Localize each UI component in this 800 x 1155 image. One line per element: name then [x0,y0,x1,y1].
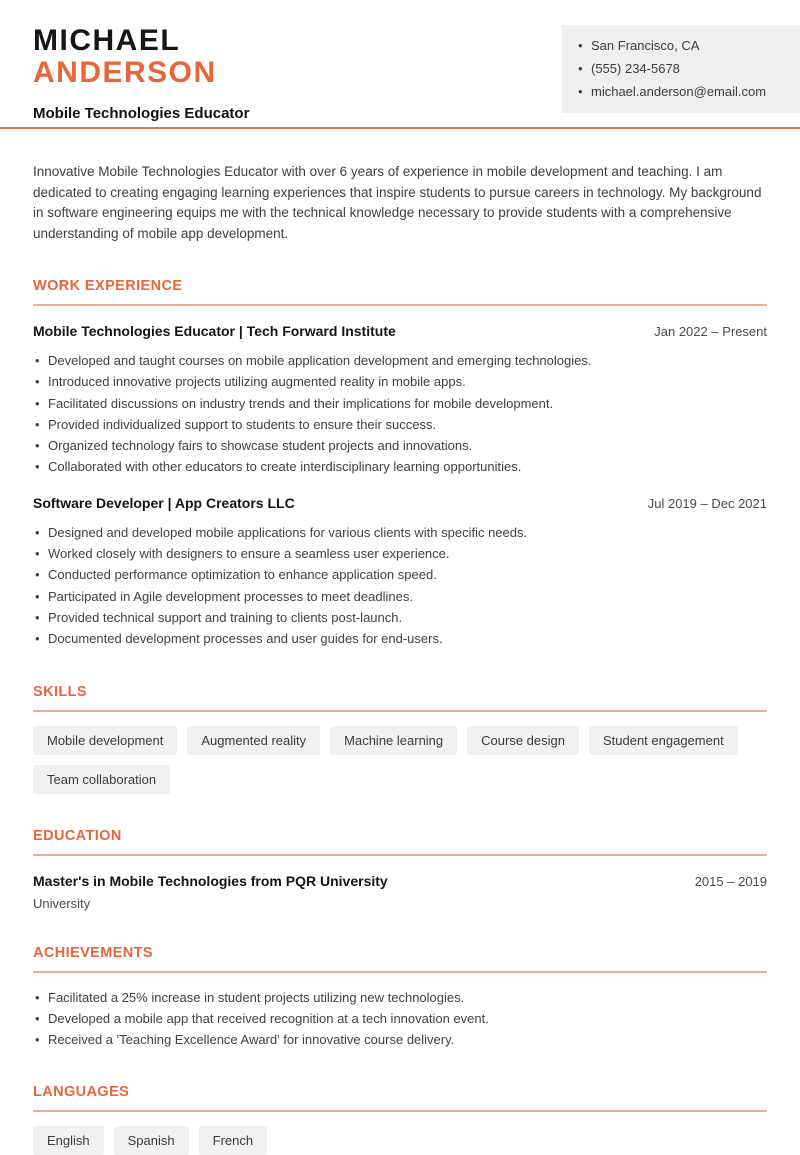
languages-heading: LANGUAGES [33,1084,130,1101]
section-skills [33,684,767,794]
achievements-heading: ACHIEVEMENTS [33,944,154,961]
skill-tag: Machine learning [330,726,457,755]
section-rule [33,971,767,973]
contact-location: • San Francisco, CA [578,38,792,53]
skills-heading: SKILLS [33,683,87,700]
education-date: 2015 – 2019 [694,873,767,889]
resume-body [0,162,800,1155]
achievement-bullet: • Received a 'Teaching Excellence Award' for innovative course delivery. [33,1029,767,1050]
education-header [33,873,767,889]
section-languages [33,1084,767,1155]
achievement-bullet: • Developed a mobile app that received recognition at a tech innovation event. [33,1008,767,1029]
job-bullet: • Participated in Agile development processes to meet deadlines. [33,586,767,607]
section-rule [33,710,767,712]
section-rule [33,304,767,306]
job-bullet: • Provided individualized support to students to ensure their success. [33,414,767,435]
job-entry [33,323,767,478]
language-tag: Spanish [114,1126,189,1155]
contact-email: • michael.anderson@email.com [578,84,792,99]
section-rule [33,1110,767,1112]
education-heading: EDUCATION [33,827,122,844]
section-achievements [33,945,767,1051]
job-bullet: • Developed and taught courses on mobile application development and emerging technologies. [33,350,767,371]
header-divider [0,127,800,129]
skill-tag: Augmented reality [187,726,320,755]
education-degree: Master's in Mobile Technologies from PQR University [33,872,388,889]
job-entry [33,495,767,650]
candidate-role: Mobile Technologies Educator [33,105,250,122]
language-tag: French [199,1126,267,1155]
section-work-experience [33,278,767,650]
language-tag: English [33,1126,104,1155]
skill-tag-list [33,726,767,794]
job-bullet: • Collaborated with other educators to create interdisciplinary learning opportunities. [33,456,767,477]
job-header [33,323,767,339]
education-entry [33,873,767,911]
work-experience-heading: WORK EXPERIENCE [33,278,183,294]
job-bullet-list [33,350,767,478]
job-bullet: • Designed and developed mobile applications for various clients with specific needs. [33,522,767,543]
achievement-bullet: • Facilitated a 25% increase in student projects utilizing new technologies. [33,987,767,1008]
achievement-list [33,987,767,1051]
resume-header [0,0,800,127]
last-name: ANDERSON [33,56,217,89]
job-title: Software Developer | App Creators LLC [33,494,295,511]
job-bullet: • Introduced innovative projects utilizing augmented reality in mobile apps. [33,371,767,392]
first-name: MICHAEL [33,24,181,57]
job-bullet-list [33,522,767,650]
job-bullet: • Worked closely with designers to ensure a seamless user experience. [33,543,767,564]
job-date: Jul 2019 – Dec 2021 [647,495,767,511]
contact-phone: • (555) 234-5678 [578,61,792,76]
skill-tag: Course design [467,726,579,755]
job-bullet: • Organized technology fairs to showcase student projects and innovations. [33,435,767,456]
job-title: Mobile Technologies Educator | Tech Forward Institute [33,323,396,339]
job-header [33,495,767,511]
job-bullet: • Conducted performance optimization to enhance application speed. [33,564,767,585]
contact-box [562,25,800,113]
skill-tag: Team collaboration [33,765,170,794]
education-institution-type: University [33,895,91,911]
job-bullet: • Documented development processes and user guides for end-users. [33,628,767,649]
summary-paragraph: Innovative Mobile Technologies Educator with over 6 years of experience in mobile development and teaching. I am dedicated to creating engaging learning experiences that inspire students to pursue careers in technology. My background in software engineering equips me with the technical knowledge necessary to provide students with a comprehensive understanding of mobile app development. [33,164,762,241]
job-bullet: • Facilitated discussions on industry trends and their implications for mobile development. [33,393,767,414]
language-tag-list [33,1126,767,1155]
job-date: Jan 2022 – Present [654,324,767,339]
skill-tag: Student engagement [589,726,738,755]
section-rule [33,854,767,856]
contact-list [578,38,792,99]
section-education [33,828,767,911]
skill-tag: Mobile development [33,726,177,755]
job-bullet: • Provided technical support and training to clients post-launch. [33,607,767,628]
